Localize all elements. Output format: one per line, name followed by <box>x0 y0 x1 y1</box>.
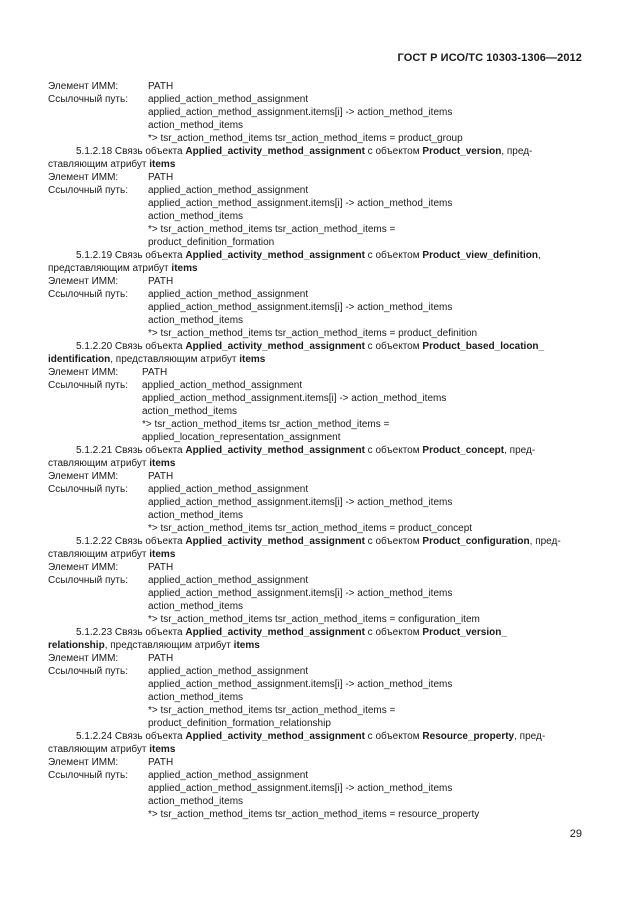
path-line: product_definition_formation <box>148 237 275 248</box>
document-header: ГОСТ Р ИСО/ТС 10303-1306—2012 <box>397 52 582 64</box>
path-line: action_method_items <box>148 120 244 131</box>
path-line: action_method_items <box>148 601 244 612</box>
element-imm-row: Элемент ИММ: PATH <box>48 81 174 92</box>
path-line: action_method_items <box>148 510 244 521</box>
reference-path-row: Ссылочный путь: applied_action_method_assignment <box>48 289 309 300</box>
element-imm-row: Элемент ИММ: PATH <box>48 172 174 183</box>
reference-path-row: Ссылочный путь: applied_action_method_assignment <box>48 575 309 586</box>
section-heading-5-1-2-19: 5.1.2.19 Связь объекта Applied_activity_method_assignment с объектом Product_view_definition, <box>76 250 541 261</box>
section-heading-5-1-2-20: 5.1.2.20 Связь объекта Applied_activity_method_assignment с объектом Product_based_location_ <box>76 341 545 352</box>
element-imm-row: Элемент ИММ: PATH <box>48 757 174 768</box>
section-heading-5-1-2-24: 5.1.2.24 Связь объекта Applied_activity_method_assignment с объектом Resource_property, пред- <box>76 731 546 742</box>
path-line: applied_location_representation_assignment <box>142 432 341 443</box>
path-line: applied_action_method_assignment.items[i] -> action_method_items <box>142 393 447 404</box>
path-line: *> tsr_action_method_items tsr_action_method_items = resource_property <box>148 809 480 820</box>
path-line: *> tsr_action_method_items tsr_action_method_items = configuration_item <box>148 614 480 625</box>
path-line: applied_action_method_assignment.items[i] -> action_method_items <box>148 302 453 313</box>
path-line: action_method_items <box>148 796 244 807</box>
section-heading-5-1-2-21: 5.1.2.21 Связь объекта Applied_activity_method_assignment с объектом Product_concept, пред- <box>76 445 536 456</box>
section-heading-5-1-2-23: 5.1.2.23 Связь объекта Applied_activity_method_assignment с объектом Product_version_ <box>76 627 507 638</box>
path-line: action_method_items <box>148 692 244 703</box>
path-line: *> tsr_action_method_items tsr_action_method_items = <box>148 705 396 716</box>
reference-path-row: Ссылочный путь: applied_action_method_assignment <box>48 484 309 495</box>
path-line: *> tsr_action_method_items tsr_action_method_items = product_group <box>148 133 463 144</box>
document-body: Элемент ИММ: PATH Ссылочный путь: applied_action_method_assignment applied_action_method_assignment.items[i] -> action_method_items action_method_items *> tsr_action_method_items tsr_action_method_items = product_group 5.1.2.18 Связь объекта Applied_activity_method_assignment с объектом Product_version, пред- ставляющим атрибут items Элемент ИММ: PATH Ссылочный путь: applied_action_method_assignment applied_action_method_assignment.items[i] -> action_method_items action_method_items *> tsr_action_method_items tsr_action_method_items = product_definition_formation 5.1.2.19 Связь объекта Applied_activity_method_assignment с объектом Product_view_definition, представляющим атрибут items Элемент ИММ: PATH Ссылочный путь: applied_action_method_assignment applied_action_method_assignment.items[i] -> action_method_items action_method_items *> tsr_action_method_items tsr_action_method_items = product_definition 5.1.2.20 Связь объекта Applied_activity_method_assignment с объектом Product_based_location_ identification, представляющим атрибут items Элемент ИММ: PATH Ссылочный путь: applied_action_method_assignment applied_action_method_assignment.items[i] -> action_method_items action_method_items *> tsr_action_method_items tsr_action_method_items = applied_location_representation_assignment 5.1.2.21 Связь объекта Applied_activity_method_assignment с объектом Product_concept, пред- ставляющим атрибут items Элемент ИММ: PATH Ссылочный путь: applied_action_method_assignment applied_action_method_assignment.items[i] -> action_method_items action_method_items *> tsr_action_method_items tsr_action_method_items = product_concept 5.1.2.22 Связь объекта Applied_activity_method_assignment с объектом Product_configuration, пред- ставляющим атрибут items Элемент ИММ: PATH Ссылочный путь: applied_action_method_assignment applied_action_method_assignment.items[i] -> action_method_items action_method_items *> tsr_action_method_items tsr_action_method_items = configuration_item 5.1.2.23 Связь объекта Applied_activity_method_assignment с объектом Product_version_ relationship, представляющим атрибут items Элемент ИММ: PATH Ссылочный путь: applied_action_method_assignment applied_action_method_assignment.items[i] -> action_method_items action_method_items *> tsr_action_method_items tsr_action_method_items = product_definition_formation_relationship 5.1.2.24 Связь объекта Applied_activity_method_assignment с объектом Resource_property, пред- ставляющим атрибут items Элемент ИММ: PATH Ссылочный путь: applied_action_method_assignment applied_action_method_assignment.items[i] -> action_method_items action_method_items *> tsr_action_method_items tsr_action_method_items = resource_property <box>48 80 582 821</box>
page-number: 29 <box>569 828 582 840</box>
path-line: *> tsr_action_method_items tsr_action_method_items = product_definition <box>148 328 478 339</box>
reference-path-row: Ссылочный путь: applied_action_method_assignment <box>48 94 309 105</box>
path-line: applied_action_method_assignment.items[i] -> action_method_items <box>148 588 453 599</box>
path-line: applied_action_method_assignment.items[i] -> action_method_items <box>148 497 453 508</box>
path-line: action_method_items <box>142 406 238 417</box>
path-line: applied_action_method_assignment.items[i] -> action_method_items <box>148 679 453 690</box>
section-heading-5-1-2-22: 5.1.2.22 Связь объекта Applied_activity_method_assignment с объектом Product_configuration, пред- <box>76 536 561 547</box>
path-line: applied_action_method_assignment.items[i] -> action_method_items <box>148 783 453 794</box>
path-line: action_method_items <box>148 211 244 222</box>
path-line: *> tsr_action_method_items tsr_action_method_items = <box>142 419 390 430</box>
reference-path-row: Ссылочный путь: applied_action_method_assignment <box>48 666 309 677</box>
reference-path-row: Ссылочный путь: applied_action_method_assignment <box>48 185 309 196</box>
element-imm-row: Элемент ИММ: PATH <box>48 471 174 482</box>
path-line: *> tsr_action_method_items tsr_action_method_items = <box>148 224 396 235</box>
path-line: applied_action_method_assignment.items[i] -> action_method_items <box>148 198 453 209</box>
element-imm-row: Элемент ИММ: PATH <box>48 653 174 664</box>
path-line: action_method_items <box>148 315 244 326</box>
element-imm-row: Элемент ИММ: PATH <box>48 562 174 573</box>
reference-path-row: Ссылочный путь: applied_action_method_assignment <box>48 770 309 781</box>
path-line: *> tsr_action_method_items tsr_action_method_items = product_concept <box>148 523 473 534</box>
section-heading-5-1-2-18: 5.1.2.18 Связь объекта Applied_activity_method_assignment с объектом Product_version, пред- <box>76 146 533 157</box>
path-line: applied_action_method_assignment.items[i] -> action_method_items <box>148 107 453 118</box>
element-imm-row: Элемент ИММ: PATH <box>48 276 174 287</box>
reference-path-row: Ссылочный путь: applied_action_method_assignment <box>48 380 303 391</box>
path-line: product_definition_formation_relationship <box>148 718 331 729</box>
element-imm-row: Элемент ИММ: PATH <box>48 367 168 378</box>
